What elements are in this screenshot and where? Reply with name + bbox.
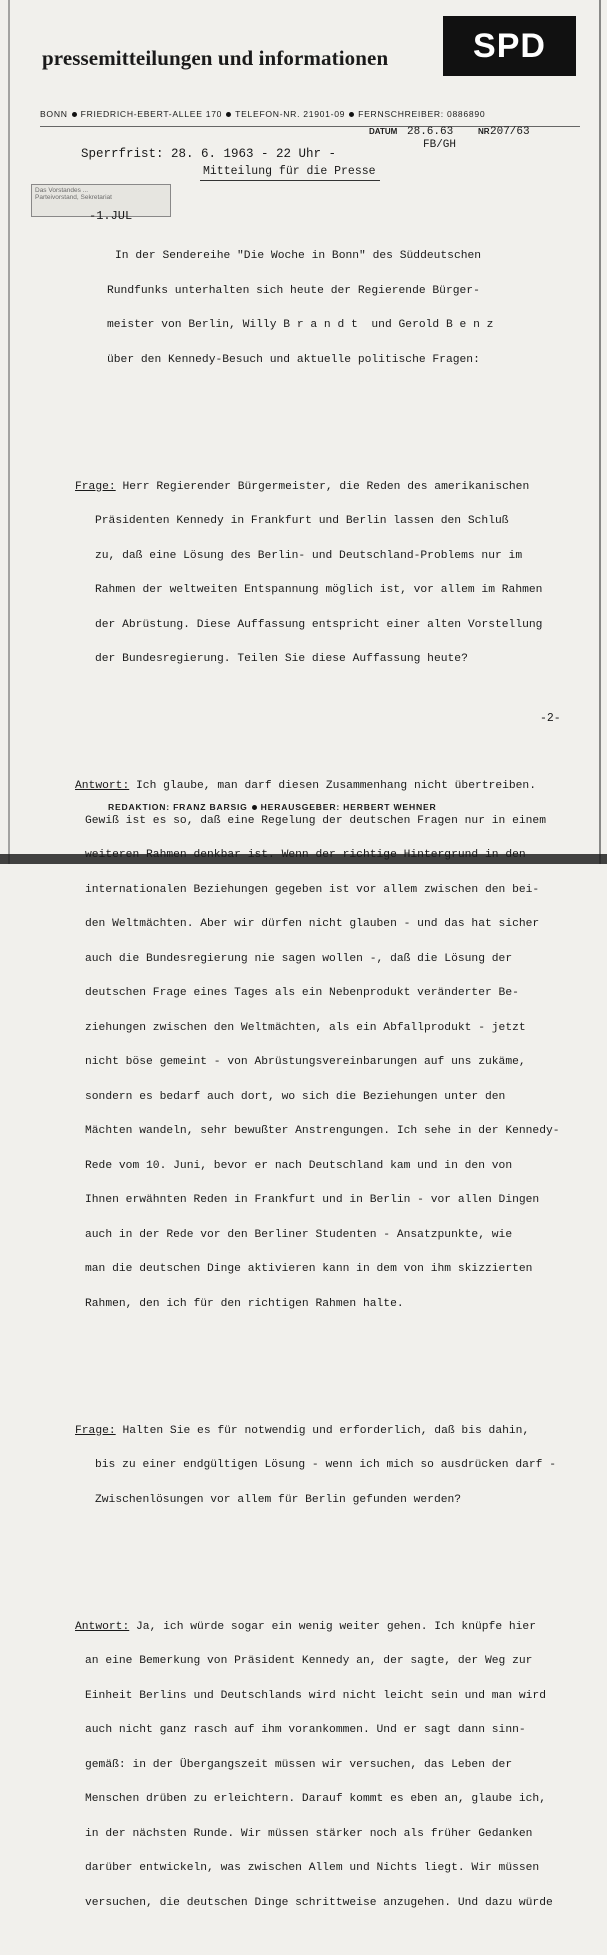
bullet-icon bbox=[349, 112, 354, 117]
page-number: -2- bbox=[540, 712, 561, 725]
qa-question-2 bbox=[75, 1403, 560, 1530]
qa-question-1 bbox=[75, 459, 560, 689]
page-title: pressemitteilungen und informationen bbox=[42, 46, 389, 70]
footer-credits bbox=[108, 802, 437, 812]
initials: FB/GH bbox=[423, 139, 457, 151]
qa-line: zu, daß eine Lösung des Berlin- und Deutschland-Problems nur im bbox=[95, 549, 523, 562]
nr-value: 207/63 bbox=[490, 126, 530, 138]
qa-line: Mächten wandeln, sehr bewußter Anstrengungen. Ich sehe in der Kennedy- bbox=[85, 1125, 560, 1137]
address-city: BONN bbox=[40, 109, 68, 119]
qa-line: Rahmen der weltweiten Entspannung möglich ist, vor allem im Rahmen bbox=[95, 584, 543, 596]
qa-line: darüber entwickeln, was zwischen Allem und Nichts liegt. Wir müssen bbox=[85, 1862, 540, 1874]
address-street: FRIEDRICH-EBERT-ALLEE 170 bbox=[80, 109, 223, 119]
qa-answer-2 bbox=[75, 1599, 560, 1933]
antwort-label: Antwort: bbox=[75, 780, 130, 792]
qa-line: Ja, ich würde sogar ein wenig weiter gehen. Ich knüpfe hier bbox=[129, 1620, 536, 1633]
qa-line: nicht böse gemeint - von Abrüstungsvereinbarungen auf uns zukäme, bbox=[85, 1056, 526, 1068]
intro-line: meister von Berlin, Willy B r a n d t und Gerold B e n z bbox=[107, 319, 494, 331]
document-body bbox=[75, 205, 560, 1955]
qa-line: internationalen Beziehungen gegeben ist vor allem zwischen den bei- bbox=[85, 883, 540, 896]
qa-line: ziehungen zwischen den Weltmächten, als ein Abfallprodukt - jetzt bbox=[85, 1021, 526, 1034]
scan-edge-right bbox=[599, 0, 601, 864]
qa-line: den Weltmächten. Aber wir dürfen nicht glauben - und das hat sicher bbox=[85, 918, 540, 930]
qa-line: Ihnen erwähnten Reden in Frankfurt und in Berlin - vor allen Dingen bbox=[85, 1194, 540, 1206]
qa-line: man die deutschen Dinge aktivieren kann in dem von ihm skizzierten bbox=[85, 1263, 533, 1275]
qa-line: auch die Bundesregierung nie sagen wollen -, daß die Lösung der bbox=[85, 952, 513, 965]
qa-line: versuchen, die deutschen Dinge schrittweise anzugehen. Und dazu würde bbox=[85, 1896, 553, 1909]
stamp-line-1: Das Vorstandes ... bbox=[35, 187, 89, 194]
qa-line: Gewiß ist es so, daß eine Regelung der deutschen Fragen nur in einem bbox=[85, 814, 546, 827]
qa-line: Ich glaube, man darf diesen Zusammenhang nicht übertreiben. bbox=[129, 780, 536, 792]
footer-redaktion: REDAKTION: FRANZ BARSIG bbox=[108, 802, 248, 812]
intro-line: Rundfunks unterhalten sich heute der Regierende Bürger- bbox=[107, 284, 480, 297]
address-phone: TELEFON-NR. 21901-09 bbox=[235, 109, 346, 119]
intro-line: über den Kennedy-Besuch und aktuelle politische Fragen: bbox=[107, 353, 480, 366]
datum-label: DATUM bbox=[369, 127, 398, 136]
qa-line: Präsidenten Kennedy in Frankfurt und Berlin lassen den Schluß bbox=[95, 515, 509, 527]
stamp-date: -1.JUL bbox=[89, 209, 133, 223]
spd-logo: SPD bbox=[443, 16, 576, 76]
address-telex: FERNSCHREIBER: 0886890 bbox=[358, 109, 486, 119]
qa-line: auch nicht ganz rasch auf ihm vorankommen. Und er sagt dann sinn- bbox=[85, 1724, 526, 1736]
qa-line: sondern es bedarf auch dort, wo sich die Beziehungen unter den bbox=[85, 1090, 506, 1103]
datum-value: 28.6.63 bbox=[407, 126, 454, 138]
qa-line: Menschen drüben zu erleichtern. Darauf kommt es eben an, glaube ich, bbox=[85, 1793, 546, 1805]
qa-line: Rede vom 10. Juni, bevor er nach Deutschland kam und in den von bbox=[85, 1159, 513, 1172]
sperrfrist: Sperrfrist: 28. 6. 1963 - 22 Uhr - bbox=[81, 147, 337, 161]
nr-label: NR bbox=[478, 127, 490, 136]
frage-label: Frage: bbox=[75, 1424, 116, 1437]
qa-line: gemäß: in der Übergangszeit müssen wir versuchen, das Leben der bbox=[85, 1758, 513, 1771]
qa-line: Herr Regierender Bürgermeister, die Reden des amerikanischen bbox=[115, 480, 530, 493]
qa-line: Zwischenlösungen vor allem für Berlin gefunden werden? bbox=[95, 1493, 462, 1506]
qa-line: in der nächsten Runde. Wir müssen stärker noch als früher Gedanken bbox=[85, 1827, 533, 1840]
mitteilung-underline bbox=[200, 180, 380, 181]
intro-paragraph bbox=[75, 228, 560, 389]
qa-line: deutschen Frage eines Tages als ein Nebenprodukt veränderter Be- bbox=[85, 987, 519, 999]
qa-line: weiteren Rahmen denkbar ist. Wenn der richtige Hintergrund in den bbox=[85, 849, 526, 861]
scan-edge-left bbox=[8, 0, 10, 864]
qa-line: Rahmen, den ich für den richtigen Rahmen halte. bbox=[85, 1297, 404, 1310]
antwort-label: Antwort: bbox=[75, 1620, 130, 1633]
qa-line: Einheit Berlins und Deutschlands wird nicht leicht sein und man wird bbox=[85, 1689, 546, 1702]
bullet-icon bbox=[252, 805, 257, 810]
bullet-icon bbox=[226, 112, 231, 117]
qa-line: auch in der Rede vor den Berliner Studenten - Ansatzpunkte, wie bbox=[85, 1228, 513, 1241]
footer-herausgeber: HERAUSGEBER: HERBERT WEHNER bbox=[260, 802, 437, 812]
qa-line: an eine Bemerkung von Präsident Kennedy an, der sagte, der Weg zur bbox=[85, 1655, 533, 1667]
intro-line: In der Sendereihe "Die Woche in Bonn" des Süddeutschen bbox=[115, 250, 482, 262]
stamp-line-2: Parteivorstand, Sekretariat bbox=[35, 194, 112, 201]
qa-line: bis zu einer endgültigen Lösung - wenn ich mich so ausdrücken darf - bbox=[95, 1459, 556, 1471]
qa-line: der Bundesregierung. Teilen Sie diese Auffassung heute? bbox=[95, 653, 468, 665]
frage-label: Frage: bbox=[75, 480, 116, 493]
address-line bbox=[40, 109, 580, 119]
qa-line: Halten Sie es für notwendig und erforderlich, daß bis dahin, bbox=[115, 1424, 530, 1437]
bullet-icon bbox=[72, 112, 77, 117]
mitteilung-heading: Mitteilung für die Presse bbox=[203, 165, 376, 178]
qa-line: der Abrüstung. Diese Auffassung entspricht einer alten Vorstellung bbox=[95, 618, 543, 631]
qa-answer-1 bbox=[75, 758, 560, 1333]
